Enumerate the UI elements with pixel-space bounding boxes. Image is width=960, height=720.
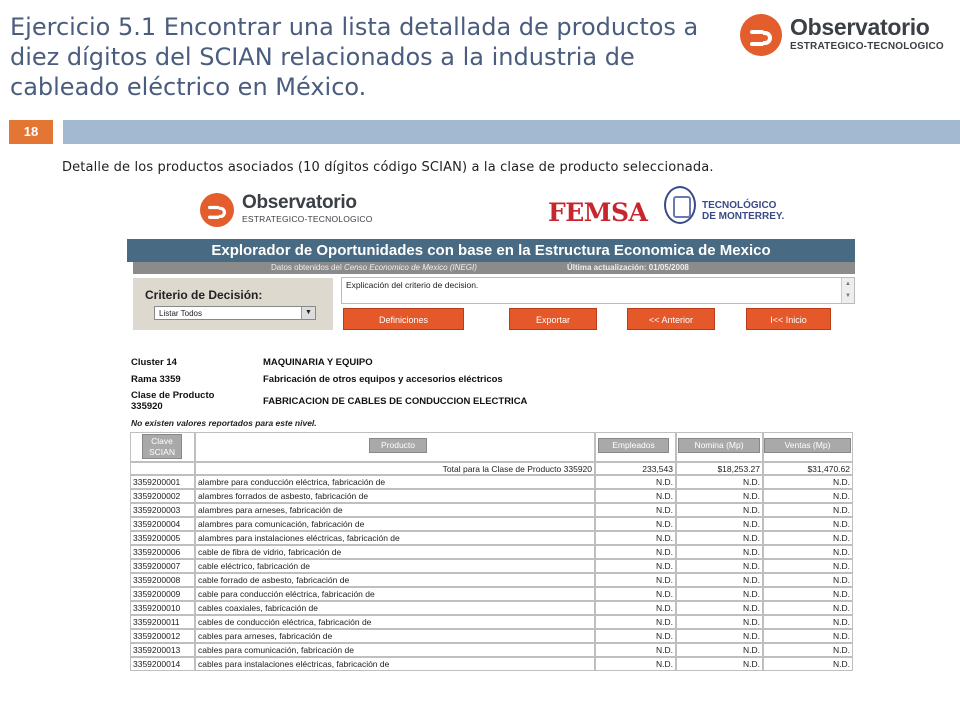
row-empleados: N.D. [595, 559, 676, 573]
femsa-logo: FEMSA [548, 198, 648, 227]
last-updated: Última actualización: 01/05/2008 [567, 263, 689, 272]
row-empleados: N.D. [595, 643, 676, 657]
criteria-explanation-textarea[interactable] [341, 277, 855, 304]
sort-nomina-button[interactable]: Nomina (Mp) [678, 438, 760, 453]
table-row[interactable] [130, 573, 853, 587]
row-ventas: N.D. [763, 587, 853, 601]
table-row[interactable] [130, 615, 853, 629]
app-source-bar [133, 262, 855, 274]
row-empleados: N.D. [595, 531, 676, 545]
logo-name: Observatorio [790, 14, 930, 40]
logo-tagline: ESTRATEGICO-TECNOLOGICO [790, 41, 944, 52]
slide-title: Ejercicio 5.1 Encontrar una lista detallada de productos a diez dígitos del SCIAN relacionados a la industria de cableado eléctrico en México. [10, 13, 699, 101]
logo-tagline-small: ESTRATEGICO-TECNOLOGICO [242, 214, 373, 224]
row-ventas: N.D. [763, 517, 853, 531]
clase-label [131, 390, 251, 412]
row-product: cables para arneses, fabricación de [195, 629, 595, 643]
row-ventas: N.D. [763, 601, 853, 615]
logo-name-small: Observatorio [242, 192, 357, 213]
total-nomina: $18,253.27 [676, 462, 763, 475]
row-empleados: N.D. [595, 489, 676, 503]
definiciones-button[interactable]: Definiciones [343, 308, 464, 330]
row-nomina: N.D. [676, 629, 763, 643]
row-nomina: N.D. [676, 503, 763, 517]
slide-subtitle: Detalle de los productos asociados (10 dígitos código SCIAN) a la clase de producto seleccionada. [62, 160, 714, 175]
row-ventas: N.D. [763, 643, 853, 657]
row-ventas: N.D. [763, 615, 853, 629]
row-nomina: N.D. [676, 489, 763, 503]
table-row[interactable] [130, 601, 853, 615]
row-nomina: N.D. [676, 573, 763, 587]
row-code: 3359200014 [130, 657, 195, 671]
observatorio-logo-small [200, 190, 380, 230]
total-empleados: 233,543 [595, 462, 676, 475]
row-nomina: N.D. [676, 545, 763, 559]
observatorio-logo-mark [740, 14, 782, 56]
total-ventas: $31,470.62 [763, 462, 853, 475]
table-row[interactable] [130, 489, 853, 503]
row-ventas: N.D. [763, 629, 853, 643]
criteria-panel [133, 278, 333, 330]
row-product: alambres para comunicación, fabricación de [195, 517, 595, 531]
row-empleados: N.D. [595, 615, 676, 629]
row-ventas: N.D. [763, 657, 853, 671]
sort-empleados-button[interactable]: Empleados [598, 438, 669, 453]
row-nomina: N.D. [676, 601, 763, 615]
anterior-button[interactable]: << Anterior [627, 308, 715, 330]
row-nomina: N.D. [676, 643, 763, 657]
criteria-select[interactable] [154, 306, 316, 320]
row-code: 3359200003 [130, 503, 195, 517]
tec-seal-icon [664, 186, 696, 224]
row-ventas: N.D. [763, 545, 853, 559]
cluster-label: Cluster 14 [131, 357, 177, 368]
app-title-banner: Explorador de Oportunidades con base en la Estructura Economica de Mexico [127, 239, 855, 262]
row-product: cable de fibra de vidrio, fabricación de [195, 545, 595, 559]
row-product: alambres para arneses, fabricación de [195, 503, 595, 517]
total-label: Total para la Clase de Producto 335920 [195, 462, 595, 475]
explanation-text: Explicación del criterio de decision. [346, 280, 479, 290]
sort-producto-button[interactable]: Producto [369, 438, 427, 453]
clase-value: FABRICACION DE CABLES DE CONDUCCION ELECTRICA [263, 396, 528, 407]
row-empleados: N.D. [595, 601, 676, 615]
row-product: alambre para conducción eléctrica, fabricación de [195, 475, 595, 489]
tec-logo-text [702, 200, 784, 222]
row-product: cables de conducción eléctrica, fabricación de [195, 615, 595, 629]
row-product: cables para instalaciones eléctricas, fabricación de [195, 657, 595, 671]
row-ventas: N.D. [763, 503, 853, 517]
row-product: cable forrado de asbesto, fabricación de [195, 573, 595, 587]
row-nomina: N.D. [676, 587, 763, 601]
rama-label: Rama 3359 [131, 374, 181, 385]
row-empleados: N.D. [595, 545, 676, 559]
row-code: 3359200012 [130, 629, 195, 643]
row-code: 3359200010 [130, 601, 195, 615]
row-product: cables para comunicación, fabricación de [195, 643, 595, 657]
page-number: 18 [9, 120, 53, 144]
criteria-label: Criterio de Decisión: [145, 288, 263, 302]
row-code: 3359200001 [130, 475, 195, 489]
row-empleados: N.D. [595, 573, 676, 587]
row-code: 3359200005 [130, 531, 195, 545]
table-row[interactable] [130, 531, 853, 545]
row-ventas: N.D. [763, 475, 853, 489]
table-row[interactable] [130, 587, 853, 601]
row-nomina: N.D. [676, 657, 763, 671]
row-code: 3359200013 [130, 643, 195, 657]
row-code: 3359200008 [130, 573, 195, 587]
total-empty-cell [130, 462, 195, 475]
row-empleados: N.D. [595, 503, 676, 517]
inicio-button[interactable]: I<< Inicio [746, 308, 831, 330]
row-nomina: N.D. [676, 517, 763, 531]
row-empleados: N.D. [595, 629, 676, 643]
clase-code: 335920 [131, 401, 163, 412]
row-nomina: N.D. [676, 475, 763, 489]
observatorio-logo-mark-small [200, 193, 234, 227]
table-row[interactable] [130, 643, 853, 657]
row-ventas: N.D. [763, 573, 853, 587]
header-clave-line1: Clave [151, 436, 173, 446]
row-ventas: N.D. [763, 531, 853, 545]
table-row[interactable] [130, 629, 853, 643]
table-row[interactable] [130, 559, 853, 573]
row-code: 3359200009 [130, 587, 195, 601]
chevron-down-icon[interactable]: ▼ [301, 307, 315, 319]
header-clave-line2: SCIAN [149, 447, 175, 457]
row-code: 3359200007 [130, 559, 195, 573]
row-empleados: N.D. [595, 475, 676, 489]
row-code: 3359200002 [130, 489, 195, 503]
tec-line-1: TECNOLÓGICO [702, 200, 777, 211]
table-row[interactable] [130, 517, 853, 531]
sort-ventas-button[interactable]: Ventas (Mp) [764, 438, 851, 453]
table-row[interactable] [130, 657, 853, 671]
tec-line-2: DE MONTERREY. [702, 211, 785, 222]
row-empleados: N.D. [595, 657, 676, 671]
table-row[interactable] [130, 503, 853, 517]
no-values-note: No existen valores reportados para este nivel. [131, 418, 317, 428]
row-nomina: N.D. [676, 559, 763, 573]
row-nomina: N.D. [676, 615, 763, 629]
rama-value: Fabricación de otros equipos y accesorios eléctricos [263, 374, 503, 385]
row-code: 3359200006 [130, 545, 195, 559]
sort-clave-button[interactable] [142, 434, 182, 459]
row-code: 3359200004 [130, 517, 195, 531]
clase-label-text: Clase de Producto [131, 390, 215, 401]
criteria-selected-value: Listar Todos [159, 309, 202, 318]
row-product: alambres para instalaciones eléctricas, fabricación de [195, 531, 595, 545]
row-empleados: N.D. [595, 587, 676, 601]
table-row[interactable] [130, 545, 853, 559]
row-empleados: N.D. [595, 517, 676, 531]
row-product: cable eléctrico, fabricación de [195, 559, 595, 573]
row-code: 3359200011 [130, 615, 195, 629]
observatorio-logo [740, 10, 955, 56]
total-row [130, 462, 853, 475]
source-name: Censo Economico de Mexico (INEGI) [343, 263, 477, 272]
scrollbar[interactable]: ▲ ▼ [841, 278, 854, 303]
exportar-button[interactable]: Exportar [509, 308, 597, 330]
row-nomina: N.D. [676, 531, 763, 545]
cluster-value: MAQUINARIA Y EQUIPO [263, 357, 373, 368]
source-prefix: Datos obtenidos del [271, 263, 344, 272]
row-product: cables coaxiales, fabricación de [195, 601, 595, 615]
row-ventas: N.D. [763, 489, 853, 503]
row-ventas: N.D. [763, 559, 853, 573]
table-row[interactable] [130, 475, 853, 489]
source-text [271, 262, 477, 274]
row-product: cable para conducción eléctrica, fabricación de [195, 587, 595, 601]
header-bar [63, 120, 960, 144]
row-product: alambres forrados de asbesto, fabricación de [195, 489, 595, 503]
